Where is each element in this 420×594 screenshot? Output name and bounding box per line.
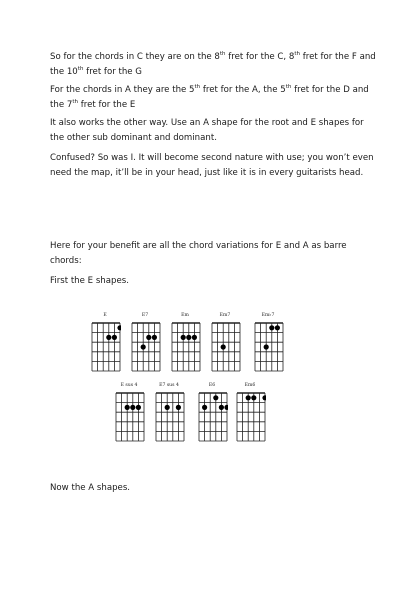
text-run: fret for the D and the 7 xyxy=(50,85,369,110)
fretboard-grid xyxy=(254,322,284,372)
text-run: fret for the C, 8 xyxy=(225,52,295,62)
text-run: fret for the G xyxy=(83,66,142,77)
finger-dot xyxy=(275,325,280,330)
finger-dot xyxy=(251,395,256,400)
finger-dot xyxy=(152,335,157,340)
finger-dot xyxy=(146,335,151,340)
chord-diagram xyxy=(155,383,185,443)
chord-diagram xyxy=(131,313,161,373)
fretboard-grid xyxy=(131,322,161,372)
chord-name: E sus 4 xyxy=(120,383,138,388)
text-run: Now the A shapes. xyxy=(50,483,131,493)
text-run: First the E shapes. xyxy=(50,276,129,286)
text-run: fret for the E xyxy=(77,99,136,110)
chord-diagram xyxy=(115,383,145,443)
fretboard-grid xyxy=(115,392,145,442)
finger-dot xyxy=(186,335,191,340)
fretboard-grid xyxy=(236,392,266,442)
chord-name: E7 sus 4 xyxy=(159,383,179,388)
paragraph-chord-variations xyxy=(50,239,380,268)
paragraph-c-chords xyxy=(50,50,380,79)
chord-diagram xyxy=(198,383,228,443)
finger-dot xyxy=(246,395,251,400)
ordinal-suffix: th xyxy=(194,84,201,91)
finger-dot xyxy=(136,405,141,410)
paragraph-a-chords xyxy=(50,83,380,112)
fretboard-grid xyxy=(171,322,201,372)
paragraph-confused xyxy=(50,151,380,180)
finger-dot xyxy=(106,335,111,340)
ordinal-suffix: th xyxy=(77,65,84,72)
finger-dot xyxy=(219,405,224,410)
finger-dot xyxy=(269,325,274,330)
chord-name: Em xyxy=(181,313,189,318)
chord-name: Em6 xyxy=(244,383,256,388)
fretboard-grid xyxy=(198,392,228,442)
fretboard-grid xyxy=(91,322,121,372)
finger-dot xyxy=(176,405,181,410)
chord-name: E xyxy=(103,313,107,318)
fretboard-grid xyxy=(155,392,185,442)
ordinal-suffix: th xyxy=(72,98,78,105)
ordinal-suffix: th xyxy=(219,51,226,58)
finger-dot xyxy=(181,335,186,340)
finger-dot xyxy=(213,395,218,400)
finger-dot xyxy=(141,344,146,349)
chord-name: Em♭7 xyxy=(261,313,275,318)
chord-diagram xyxy=(211,313,241,373)
paragraph-a-shapes xyxy=(50,481,380,496)
finger-dot xyxy=(202,405,207,410)
finger-dot xyxy=(224,405,228,410)
chord-diagram xyxy=(236,383,266,443)
chord-diagram xyxy=(91,313,121,373)
paragraph-e-shapes xyxy=(50,274,380,289)
chord-diagram xyxy=(171,313,201,373)
text-run: It also works the other way. Use an A shape for the root and E shapes for the other sub dominant and dominant. xyxy=(50,118,364,143)
finger-dot xyxy=(262,395,266,400)
text-run: For the chords in A they are the 5 xyxy=(50,85,195,95)
finger-dot xyxy=(125,405,130,410)
finger-dot xyxy=(165,405,170,410)
finger-dot xyxy=(117,325,121,330)
text-run: fret for the F and the 10 xyxy=(50,52,376,77)
chord-name: E7 xyxy=(141,313,149,318)
finger-dot xyxy=(192,335,197,340)
finger-dot xyxy=(130,405,135,410)
finger-dot xyxy=(264,344,269,349)
fretboard-grid xyxy=(211,322,241,372)
text-run: Confused? So was I. It will become second nature with use; you won’t even need the map, it’ll be in your head, just like it is in every guitarists head. xyxy=(50,153,374,178)
chord-name: E6 xyxy=(208,383,216,388)
ordinal-suffix: th xyxy=(285,84,292,91)
chord-diagram xyxy=(254,313,284,373)
ordinal-suffix: th xyxy=(294,51,301,58)
text-run: fret for the A, the 5 xyxy=(200,85,286,95)
finger-dot xyxy=(112,335,117,340)
paragraph-other-way xyxy=(50,116,380,145)
finger-dot xyxy=(221,344,226,349)
chord-name: Em7 xyxy=(219,313,231,318)
text-run: So for the chords in C they are on the 8 xyxy=(50,52,220,62)
text-run: Here for your benefit are all the chord variations for E and A as barre chords: xyxy=(50,241,347,266)
